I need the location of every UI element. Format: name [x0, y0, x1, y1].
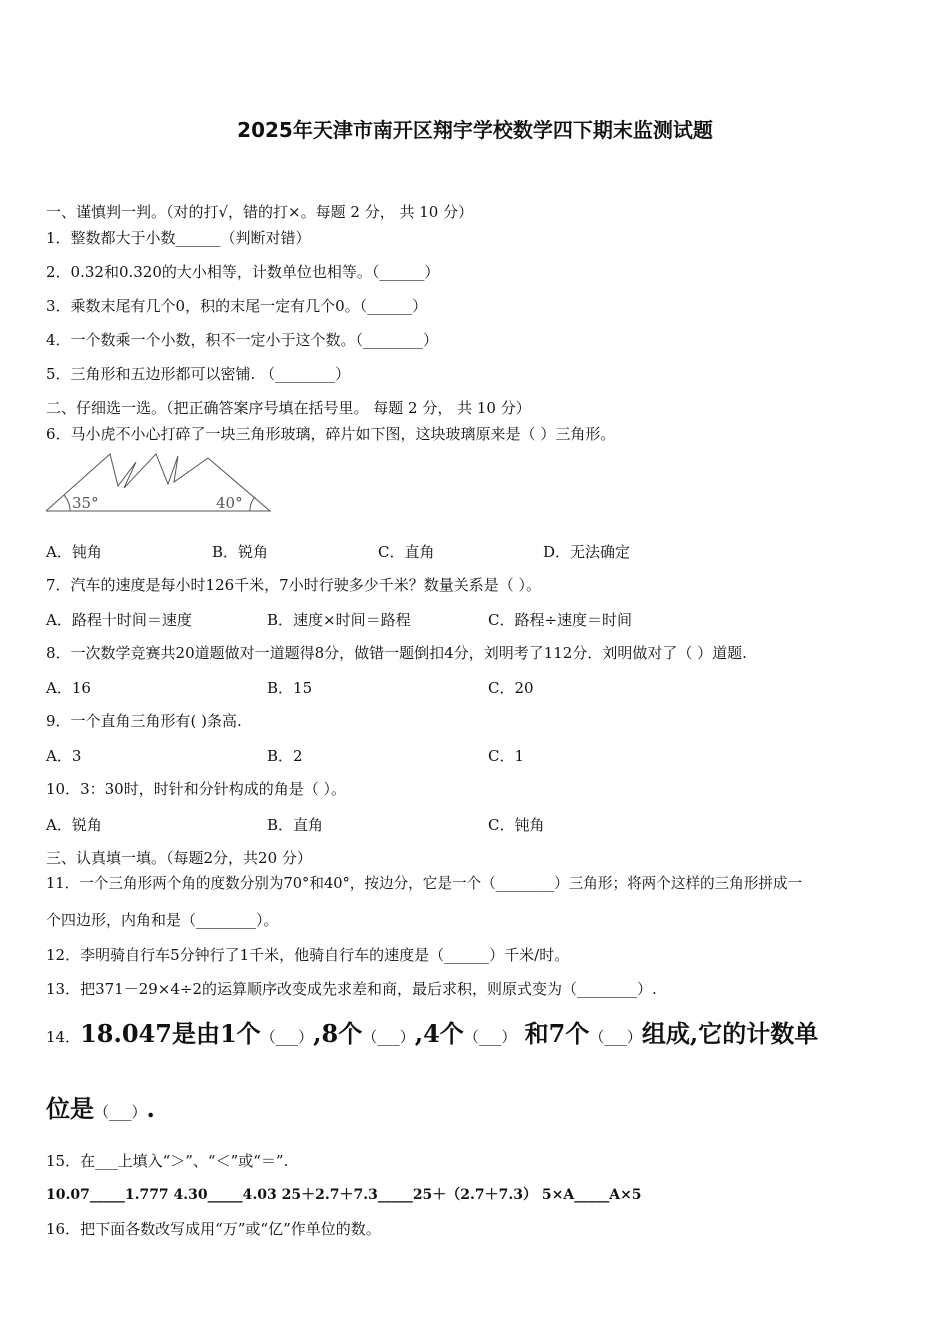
q14-number: 14．: [46, 1028, 81, 1046]
q9-option-c: C．1: [488, 747, 525, 765]
question-2: 2．0.32和0.320的大小相等，计数单位也相等。（______）: [46, 263, 440, 281]
q7-option-b: B．速度×时间＝路程: [267, 611, 411, 629]
question-11-line-1: 11．一个三角形两个角的度数分别为70°和40°，按边分，它是一个（________）三角形；将两个这样的三角形拼成一: [46, 875, 803, 892]
q7-option-a: A．路程十时间＝速度: [46, 611, 192, 629]
question-12: 12．李明骑自行车5分钟行了1千米，他骑自行车的速度是（______）千米/时。: [46, 946, 570, 964]
q14-text-4: 和7个: [516, 1019, 590, 1048]
question-7: 7．汽车的速度是每小时126千米，7小时行驶多少千米？数量关系是（ ）。: [46, 576, 541, 594]
question-5: 5．三角形和五边形都可以密铺. （________）: [46, 365, 351, 383]
q6-option-b: B．锐角: [212, 543, 269, 561]
question-14-line-1: [46, 1018, 818, 1053]
question-13: 13．把371－29×4÷2的运算顺序改变成先求差和商，最后求积，则原式变为（________）.: [46, 980, 657, 998]
page-title: 2025年天津市南开区翔宇学校数学四下期末监测试题: [237, 118, 713, 142]
question-9: 9．一个直角三角形有( )条高.: [46, 712, 242, 730]
q6-option-d: D．无法确定: [543, 543, 631, 561]
q14-text-6: 位是: [46, 1094, 94, 1123]
q10-option-a: A．锐角: [46, 816, 102, 834]
q14-blank-3: （___）: [463, 1028, 517, 1046]
q14-text-5: 组成,它的计数单: [641, 1019, 819, 1048]
q8-option-c: C．20: [488, 679, 534, 697]
question-15: 15．在___上填入“＞”、“＜”或“＝”.: [46, 1152, 289, 1170]
section-1-heading: 一、谨慎判一判。（对的打√，错的打×。每题 2 分， 共 10 分）: [46, 203, 474, 221]
question-15-items: 10.07_____1.777 4.30_____4.03 25＋2.7＋7.3_____25＋（2.7＋7.3） 5×A_____A×5: [46, 1187, 642, 1203]
right-angle-arc: [250, 497, 255, 511]
q10-option-c: C．钝角: [488, 816, 545, 834]
question-3: 3．乘数末尾有几个0，积的末尾一定有几个0。（______）: [46, 297, 428, 315]
q14-text-3: ,4个: [414, 1019, 464, 1048]
angle-label-right: 40°: [216, 494, 243, 512]
q7-option-c: C．路程÷速度＝时间: [488, 611, 633, 629]
question-4: 4．一个数乘一个小数，积不一定小于这个数。（________）: [46, 331, 439, 349]
broken-triangle-figure: [44, 450, 274, 516]
q14-text-2: ,8个: [313, 1019, 363, 1048]
question-11-line-2: 个四边形，内角和是（________）。: [46, 911, 279, 929]
q9-option-b: B．2: [267, 747, 303, 765]
q8-option-a: A．16: [46, 679, 91, 697]
question-8: 8．一次数学竞赛共20道题做对一道题得8分，做错一题倒扣4分，刘明考了112分．刘明做对了（ ）道题.: [46, 644, 747, 662]
question-6: 6．马小虎不小心打碎了一块三角形玻璃，碎片如下图，这块玻璃原来是（ ）三角形。: [46, 425, 616, 443]
question-16: 16．把下面各数改写成用“万”或“亿”作单位的数。: [46, 1220, 381, 1238]
q8-option-b: B．15: [267, 679, 313, 697]
q14-text-1: 18.047是由1个: [80, 1019, 261, 1048]
q14-blank-2: （___）: [362, 1028, 415, 1046]
section-2-heading: 二、仔细选一选。（把正确答案序号填在括号里。 每题 2 分， 共 10 分）: [46, 399, 531, 417]
q10-option-b: B．直角: [267, 816, 324, 834]
q14-blank-1: （___）: [260, 1028, 314, 1046]
q9-option-a: A．3: [46, 747, 82, 765]
q6-option-c: C．直角: [378, 543, 435, 561]
left-angle-arc: [64, 495, 70, 511]
question-14-line-2: [46, 1093, 155, 1128]
q14-blank-4: （___）: [589, 1028, 642, 1046]
angle-label-left: 35°: [72, 494, 99, 512]
q14-text-7: .: [146, 1094, 155, 1123]
q14-blank-5: （___）: [94, 1103, 147, 1121]
question-1: 1．整数都大于小数______（判断对错）: [46, 229, 311, 247]
q6-option-a: A．钝角: [46, 543, 102, 561]
section-3-heading: 三、认真填一填。（每题2分，共20 分）: [46, 849, 312, 867]
question-10: 10．3：30时，时针和分针构成的角是（ ）。: [46, 780, 346, 798]
